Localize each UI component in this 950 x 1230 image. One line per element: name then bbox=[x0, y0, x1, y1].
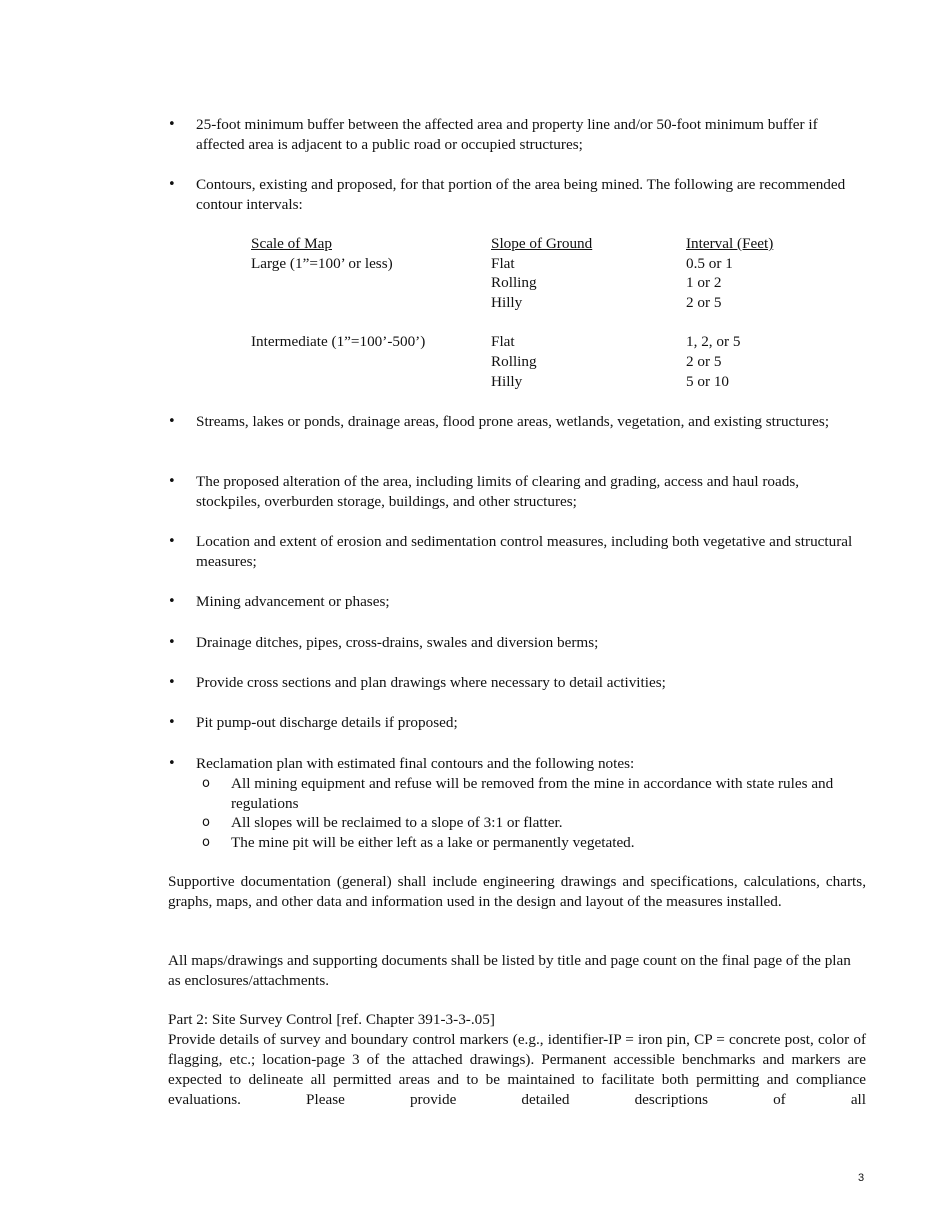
list-item bbox=[168, 592, 866, 612]
sub-bullet-glyph: o bbox=[202, 835, 210, 850]
list-item-text: Reclamation plan with estimated final contours and the following notes: bbox=[196, 755, 635, 772]
paragraph-supportive-documentation: Supportive documentation (general) shall include engineering drawings and specifications, calculations, charts, graphs, maps, and other data and information used in the design and layout of the measures installed. bbox=[168, 873, 866, 910]
table-cell-slope: Hilly bbox=[491, 373, 523, 390]
list-item bbox=[168, 673, 866, 693]
list-item bbox=[168, 115, 866, 155]
sub-list-item bbox=[202, 833, 866, 853]
sub-bullet-glyph: o bbox=[202, 776, 210, 791]
sub-list-item-text: All slopes will be reclaimed to a slope of 3:1 or flatter. bbox=[231, 814, 563, 831]
list-item-text: Location and extent of erosion and sedimentation control measures, including both vegetative and structural measures; bbox=[196, 533, 853, 570]
bullet-glyph: • bbox=[168, 177, 176, 192]
list-item-text: Pit pump-out discharge details if proposed; bbox=[196, 714, 458, 731]
table-cell-scale: Large (1”=100’ or less) bbox=[251, 255, 393, 272]
paragraph-maps-listing: All maps/drawings and supporting documents shall be listed by title and page count on the final page of the plan as enclosures/attachments. bbox=[168, 952, 851, 989]
table-header-slope: Slope of Ground bbox=[491, 235, 593, 252]
sub-list-item bbox=[202, 813, 866, 833]
list-item bbox=[168, 472, 866, 512]
bullet-glyph: • bbox=[168, 414, 176, 429]
table-cell-slope: Flat bbox=[491, 333, 515, 350]
paragraph-part2-body: Provide details of survey and boundary control markers (e.g., identifier-IP = iron pin, CP = concrete post, color of flagging, etc.; location-page 3 of the attached drawings). Permanent accessible benchmarks and markers are expected to delineate all permitted areas and to be maintained to facilitate both permitting and compliance evaluations. Please provide detailed descriptions of all bbox=[168, 1031, 866, 1108]
list-item-text: The proposed alteration of the area, including limits of clearing and grading, access and haul roads, stockpiles, overburden storage, buildings, and other structures; bbox=[196, 473, 800, 510]
list-item bbox=[168, 175, 866, 215]
sub-list-item-text: All mining equipment and refuse will be removed from the mine in accordance with state rules and regulations bbox=[231, 775, 834, 812]
section-heading-part2: Part 2: Site Survey Control [ref. Chapter 391-3-3-.05] bbox=[168, 1011, 495, 1028]
sub-list-item-text: The mine pit will be either left as a lake or permanently vegetated. bbox=[231, 834, 635, 851]
table-cell-interval: 1, 2, or 5 bbox=[686, 333, 741, 350]
list-item-text: Streams, lakes or ponds, drainage areas, flood prone areas, wetlands, vegetation, and existing structures; bbox=[196, 413, 830, 430]
table-cell-interval: 2 or 5 bbox=[686, 294, 722, 311]
table-cell-slope: Rolling bbox=[491, 353, 537, 370]
table-header-scale: Scale of Map bbox=[251, 235, 332, 252]
sub-list-item bbox=[202, 774, 866, 814]
bullet-glyph: • bbox=[168, 117, 176, 132]
table-cell-slope: Hilly bbox=[491, 294, 523, 311]
bullet-glyph: • bbox=[168, 594, 176, 609]
table-cell-slope: Rolling bbox=[491, 274, 537, 291]
list-item bbox=[168, 412, 866, 432]
list-item bbox=[168, 754, 866, 774]
list-item bbox=[168, 713, 866, 733]
bullet-glyph: • bbox=[168, 635, 176, 650]
list-item bbox=[168, 532, 866, 572]
list-item-text: Drainage ditches, pipes, cross-drains, swales and diversion berms; bbox=[196, 634, 599, 651]
table-cell-interval: 1 or 2 bbox=[686, 274, 722, 291]
table-cell-scale: Intermediate (1”=100’-500’) bbox=[251, 333, 426, 350]
table-header-interval: Interval (Feet) bbox=[686, 235, 774, 252]
bullet-glyph: • bbox=[168, 756, 176, 771]
bullet-glyph: • bbox=[168, 715, 176, 730]
table-cell-interval: 2 or 5 bbox=[686, 353, 722, 370]
table-cell-slope: Flat bbox=[491, 255, 515, 272]
bullet-glyph: • bbox=[168, 534, 176, 549]
page-number: 3 bbox=[858, 1172, 865, 1184]
sub-bullet-glyph: o bbox=[202, 815, 210, 830]
bullet-glyph: • bbox=[168, 675, 176, 690]
list-item-text: Provide cross sections and plan drawings where necessary to detail activities; bbox=[196, 674, 666, 691]
list-item-text: Mining advancement or phases; bbox=[196, 593, 390, 610]
list-item-text: Contours, existing and proposed, for that portion of the area being mined. The following are recommended contour intervals: bbox=[196, 176, 846, 213]
table-cell-interval: 5 or 10 bbox=[686, 373, 730, 390]
list-item bbox=[168, 633, 866, 653]
table-cell-interval: 0.5 or 1 bbox=[686, 255, 733, 272]
list-item-text: 25-foot minimum buffer between the affected area and property line and/or 50-foot minimum buffer if affected area is adjacent to a public road or occupied structures; bbox=[196, 116, 818, 153]
bullet-glyph: • bbox=[168, 474, 176, 489]
